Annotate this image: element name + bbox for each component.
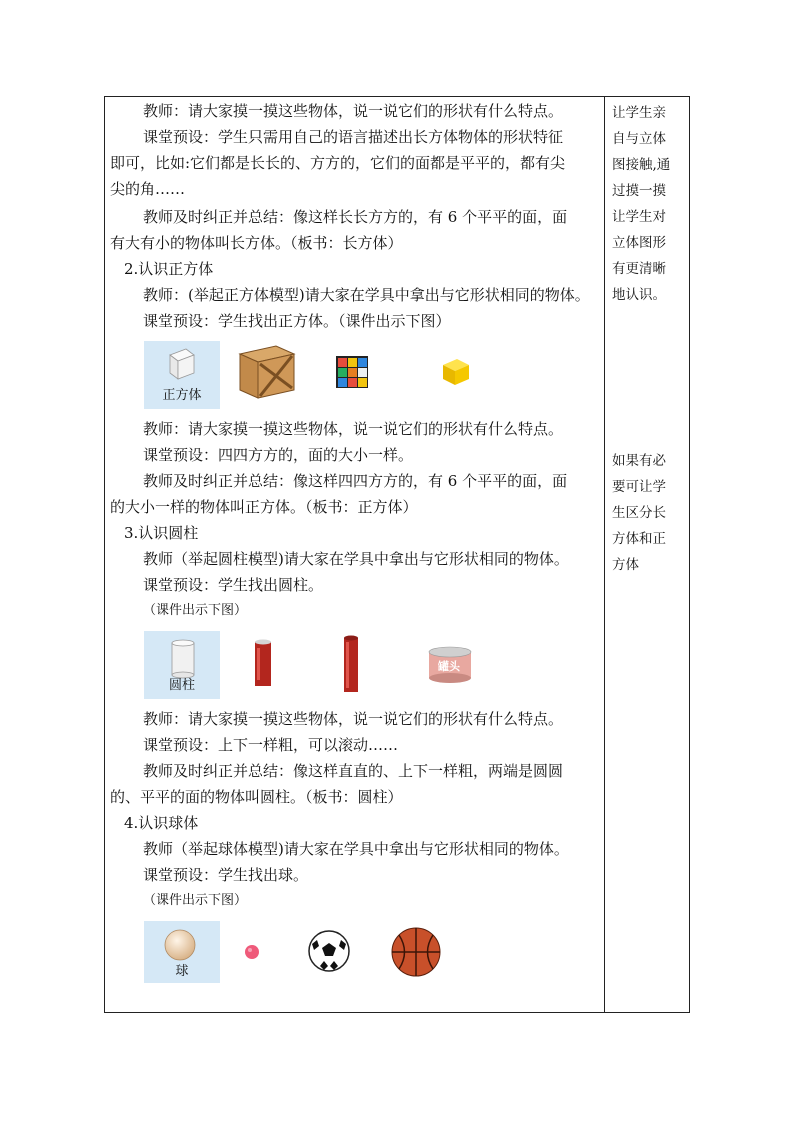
sphere-icon <box>144 921 220 965</box>
cylinder-label: 圆柱 <box>168 678 195 693</box>
red-can-image <box>252 638 274 690</box>
note-line: 如果有必 <box>612 453 666 469</box>
paragraph: 课堂预设：四四方方的，面的大小一样。 <box>143 446 414 464</box>
cube-model-tile <box>144 341 220 409</box>
note-line: 有更清晰 <box>612 261 666 277</box>
cube-image-strip <box>144 340 598 410</box>
note-line: 地认识。 <box>612 287 666 303</box>
sphere-label: 球 <box>175 964 189 979</box>
paragraph: 教师：请大家摸一摸这些物体，说一说它们的形状有什么特点。 <box>143 420 564 438</box>
note-line: 过摸一摸 <box>612 183 666 199</box>
yellow-cube-image <box>440 356 472 388</box>
cube-label: 正方体 <box>162 388 202 403</box>
sphere-model-tile <box>144 921 220 983</box>
paragraph: 课堂预设：学生找出圆柱。 <box>143 576 324 594</box>
note-line: 生区分长 <box>612 505 666 521</box>
paragraph: 教师（举起圆柱模型)请大家在学具中拿出与它形状相同的物体。 <box>143 550 569 568</box>
basketball-image <box>390 926 442 978</box>
paragraph: （课件出示下图） <box>143 603 248 618</box>
paragraph: 教师及时纠正并总结：像这样直直的、上下一样粗，两端是圆圆 <box>143 762 564 780</box>
wooden-crate-image <box>236 342 298 400</box>
paragraph: （课件出示下图） <box>143 893 248 908</box>
paragraph: 课堂预设：学生只需用自己的语言描述出长方体物体的形状特征 <box>143 128 564 146</box>
note-line: 方体和正 <box>612 531 666 547</box>
note-block-1 <box>612 100 686 308</box>
paragraph: 教师（举起球体模型)请大家在学具中拿出与它形状相同的物体。 <box>143 840 569 858</box>
sphere-image-strip <box>144 920 598 984</box>
section-heading: 3.认识圆柱 <box>124 524 199 542</box>
note-line: 立体图形 <box>612 235 666 251</box>
paragraph: 教师：请大家摸一摸这些物体，说一说它们的形状有什么特点。 <box>143 102 564 120</box>
paragraph: 课堂预设：上下一样粗，可以滚动…… <box>143 736 399 754</box>
note-line: 方体 <box>612 557 639 573</box>
main-column <box>110 98 598 990</box>
section-heading: 4.认识球体 <box>124 814 199 832</box>
paragraph: 即可，比如:它们都是长长的、方方的，它们的面都是平平的，都有尖 <box>110 154 566 172</box>
soccer-ball-image <box>306 928 352 974</box>
can-label: 罐头 <box>438 660 460 673</box>
canned-food-image <box>426 644 474 684</box>
notes-column <box>612 98 686 578</box>
paragraph: 课堂预设：学生找出球。 <box>143 866 309 884</box>
note-block-2 <box>612 448 686 578</box>
paragraph: 教师：(举起正方体模型)请大家在学具中拿出与它形状相同的物体。 <box>143 286 590 304</box>
note-line: 图接触,通 <box>612 157 671 173</box>
rubiks-cube-image <box>334 354 372 390</box>
paragraph: 尖的角…… <box>110 180 186 198</box>
section-heading: 2.认识正方体 <box>124 260 214 278</box>
paragraph: 有大有小的物体叫长方体。（板书：长方体） <box>110 234 403 252</box>
pink-ball-image <box>242 942 262 962</box>
paragraph: 教师：请大家摸一摸这些物体，说一说它们的形状有什么特点。 <box>143 710 564 728</box>
paragraph: 教师及时纠正并总结：像这样长长方方的，有 6 个平平的面，面 <box>143 208 568 226</box>
note-line: 让学生对 <box>612 209 666 225</box>
paragraph: 课堂预设：学生找出正方体。（课件出示下图） <box>143 312 451 330</box>
cylinder-image-strip <box>144 630 598 700</box>
red-thermos-image <box>340 632 362 694</box>
cylinder-model-tile <box>144 631 220 699</box>
paragraph: 的、平平的面的物体叫圆柱。（板书：圆柱） <box>110 788 403 806</box>
note-line: 自与立体 <box>612 131 666 147</box>
column-divider <box>604 96 605 1013</box>
paragraph: 教师及时纠正并总结：像这样四四方方的，有 6 个平平的面，面 <box>143 472 568 490</box>
note-line: 让学生亲 <box>612 105 666 121</box>
note-line: 要可让学 <box>612 479 666 495</box>
paragraph: 的大小一样的物体叫正方体。（板书：正方体） <box>110 498 418 516</box>
